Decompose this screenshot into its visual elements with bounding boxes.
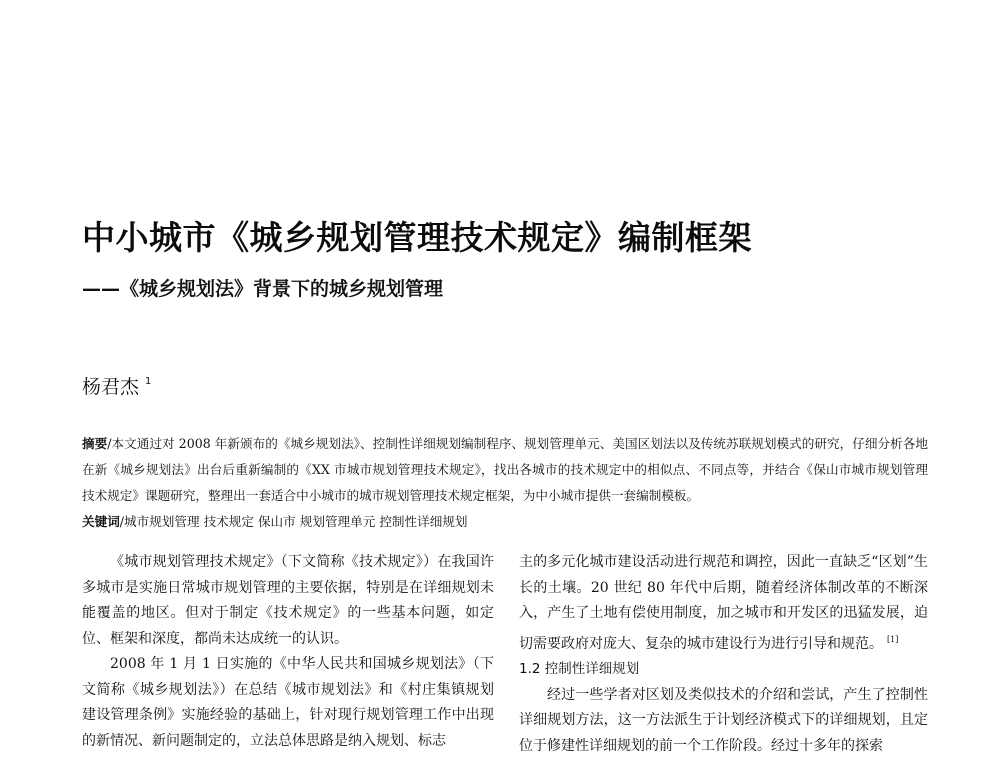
body-paragraph: 《城市规划管理技术规定》（下文简称《技术规定》）在我国许多城市是实施日常城市规划管理的主要依据，特别是在详细规划未能覆盖的地区。但对于制定《技术规定》的一些基本问题，如定位、框架和深度，都尚未达成统一的认识。 (82, 550, 494, 652)
body-paragraph: 经过一些学者对区划及类似技术的介绍和尝试，产生了控制性详细规划方法，这一方法派生于计划经济模式下的详细规划，且定位于修建性详细规划的前一个工作阶段。经过十多年的探索 (519, 683, 928, 759)
keywords-text: /城市规划管理 技术规定 保山市 规划管理单元 控制性详细规划 (120, 514, 468, 529)
body-paragraph (519, 550, 928, 657)
paper-subtitle: ——《城乡规划法》背景下的城乡规划管理 (82, 274, 982, 301)
body-column-left (82, 550, 494, 754)
author-name: 杨君杰 (82, 376, 139, 398)
abstract-label: 摘要 (82, 436, 107, 451)
abstract (82, 431, 928, 509)
author-affiliation-mark: 1 (145, 376, 151, 387)
keywords-label: 关键词 (82, 514, 120, 529)
body-column-right (519, 550, 928, 759)
author-line (82, 372, 151, 399)
section-heading: 1.2 控制性详细规划 (519, 657, 928, 683)
keywords (82, 509, 928, 535)
body-paragraph-text: 主的多元化城市建设活动进行规范和调控，因此一直缺乏“区划”生长的土壤。20 世纪 80 年代中后期，随着经济体制改革的不断深入，产生了土地有偿使用制度，加之城市和开发区的迅猛发展，迫切需要政府对庞大、复杂的城市建设行为进行引导和规范。 (519, 554, 928, 652)
body-paragraph: 2008 年 1 月 1 日实施的《中华人民共和国城乡规划法》（下文简称《城乡规划法》）在总结《城市规划法》和《村庄集镇规划建设管理条例》实施经验的基础上，针对现行规划管理工作中出现的新情况、新问题制定的，立法总体思路是纳入规划、标志 (82, 652, 494, 754)
paper-title: 中小城市《城乡规划管理技术规定》编制框架 (82, 212, 982, 259)
citation-mark: [1] (887, 635, 898, 644)
abstract-text: /本文通过对 2008 年新颁布的《城乡规划法》、控制性详细规划编制程序、规划管理单元、美国区划法以及传统苏联规划模式的研究，仔细分析各地在新《城乡规划法》出台后重新编制的《XX 市城市规划管理技术规定》，找出各城市的技术规定中的相似点、不同点等，并结合《保山市城市规划管理技术规定》课题研究，整理出一套适合中小城市的城市规划管理技术规定框架，为中小城市提供一套编制模板。 (82, 436, 928, 503)
